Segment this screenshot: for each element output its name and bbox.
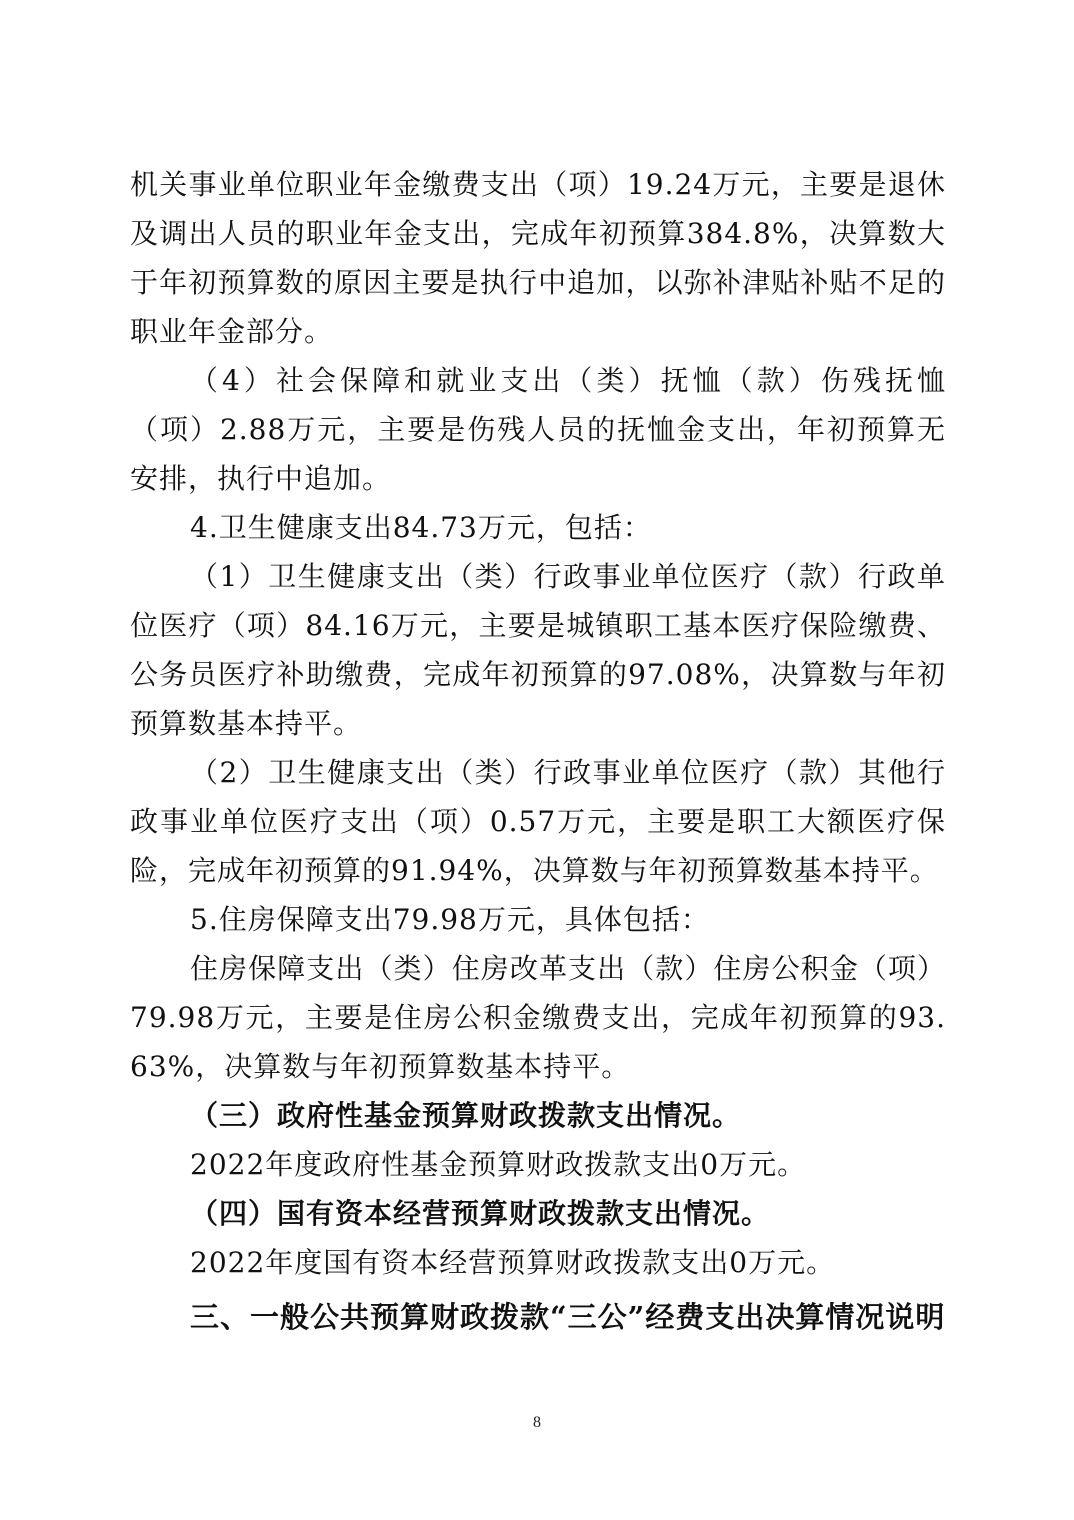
paragraph-housing-summary: 5.住房保障支出79.98万元，具体包括： [190, 903, 710, 936]
paragraph-housing-fund: 住房保障支出（类）住房改革支出（款）住房公积金（项）79.98万元，主要是住房公积金缴费支出，完成年初预算的93.63%，决算数与年初预算数基本持平。 [130, 952, 946, 1083]
page-number: 8 [533, 1414, 541, 1431]
section-heading-state-capital: （四）国有资本经营预算财政拨款支出情况。 [190, 1197, 771, 1230]
paragraph-pension-annuity: 机关事业单位职业年金缴费支出（项）19.24万元，主要是退休及调出人员的职业年金支出，完成年初预算384.8%，决算数大于年初预算数的原因主要是执行中追加，以弥补津贴补贴不足的职业年金部分。 [130, 168, 946, 348]
paragraph-disability-pension: （4）社会保障和就业支出（类）抚恤（款）伤残抚恤（项）2.88万元，主要是伤残人员的抚恤金支出，年初预算无安排，执行中追加。 [130, 364, 946, 495]
document-body [130, 160, 946, 1346]
chapter-heading-three-public: 三、一般公共预算财政拨款“三公”经费支出决算情况说明 [190, 1300, 946, 1334]
section-heading-government-fund: （三）政府性基金预算财政拨款支出情况。 [190, 1099, 742, 1132]
paragraph-admin-medical: （1）卫生健康支出（类）行政事业单位医疗（款）行政单位医疗（项）84.16万元，主要是城镇职工基本医疗保险缴费、公务员医疗补助缴费，完成年初预算的97.08%，决算数与年初预算数基本持平。 [130, 560, 946, 740]
paragraph-government-fund: 2022年度政府性基金预算财政拨款支出0万元。 [190, 1148, 807, 1181]
paragraph-state-capital: 2022年度国有资本经营预算财政拨款支出0万元。 [190, 1246, 836, 1279]
paragraph-other-medical: （2）卫生健康支出（类）行政事业单位医疗（款）其他行政事业单位医疗支出（项）0.57万元，主要是职工大额医疗保险，完成年初预算的91.94%，决算数与年初预算数基本持平。 [130, 756, 946, 887]
paragraph-health-summary: 4.卫生健康支出84.73万元，包括： [190, 511, 652, 544]
